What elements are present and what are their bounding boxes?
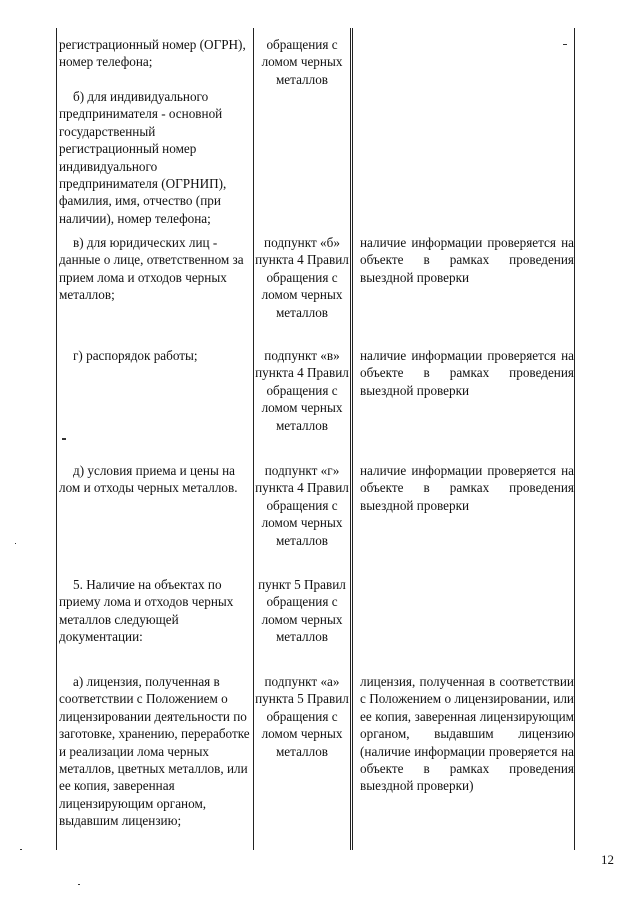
- table-border-col3: [350, 28, 353, 850]
- requirement-cell: а) лицензия, полученная в соответствии с Положением о лицензировании деятельности по заготовке, хранению, переработке и реализации лома черных металлов, цветных металлов, или ее копия, заверенная лицензирующим органом, выдавшим лицензию;: [59, 674, 250, 829]
- scan-speck: [15, 543, 16, 544]
- requirement-cell: б) для индивидуального предпринимателя - основной государственный регистрационный номер индивидуального предпринимателя (ОГРНИП), фамилия, имя, отчество (при наличии), номер телефона;: [59, 89, 227, 226]
- check-method-cell: наличие информации проверяется на объекте в рамках проведения выездной проверки: [360, 463, 574, 513]
- scan-speck: [78, 884, 80, 885]
- requirement-cell: регистрационный номер (ОГРН), номер телефона;: [59, 37, 246, 70]
- legal-basis-cell: подпункт «в» пункта 4 Правил обращения с ломом черных металлов: [255, 348, 349, 433]
- scan-speck: [20, 849, 22, 850]
- check-method-cell: лицензия, полученная в соответствии с Положением о лицензировании, или ее копия, заверенная лицензирующим органом, выдавшим лицензию (наличие информации проверяется на объекте в рамках проведения выездной проверки): [360, 674, 574, 794]
- legal-basis-cell: пункт 5 Правил обращения с ломом черных металлов: [258, 577, 346, 645]
- requirement-cell: в) для юридических лиц - данные о лице, ответственном за прием лома и отходов черных металлов;: [59, 235, 244, 303]
- requirement-cell: г) распорядок работы;: [73, 348, 198, 363]
- table-border-right: [574, 28, 575, 850]
- legal-basis-cell: обращения с ломом черных металлов: [261, 37, 343, 87]
- requirement-cell: д) условия приема и цены на лом и отходы черных металлов.: [59, 463, 238, 496]
- check-method-cell: наличие информации проверяется на объекте в рамках проведения выездной проверки: [360, 235, 574, 285]
- scan-speck: [563, 44, 567, 45]
- page-number: 12: [601, 852, 614, 867]
- legal-basis-cell: подпункт «а» пункта 5 Правил обращения с ломом черных металлов: [255, 674, 349, 759]
- table-border-left: [56, 28, 57, 850]
- scan-speck: [62, 438, 66, 440]
- check-method-cell: наличие информации проверяется на объекте в рамках проведения выездной проверки: [360, 348, 574, 398]
- requirement-cell: 5. Наличие на объектах по приему лома и отходов черных металлов следующей документации:: [59, 577, 234, 645]
- legal-basis-cell: подпункт «г» пункта 4 Правил обращения с ломом черных металлов: [255, 463, 349, 548]
- legal-basis-cell: подпункт «б» пункта 4 Правил обращения с ломом черных металлов: [255, 235, 349, 320]
